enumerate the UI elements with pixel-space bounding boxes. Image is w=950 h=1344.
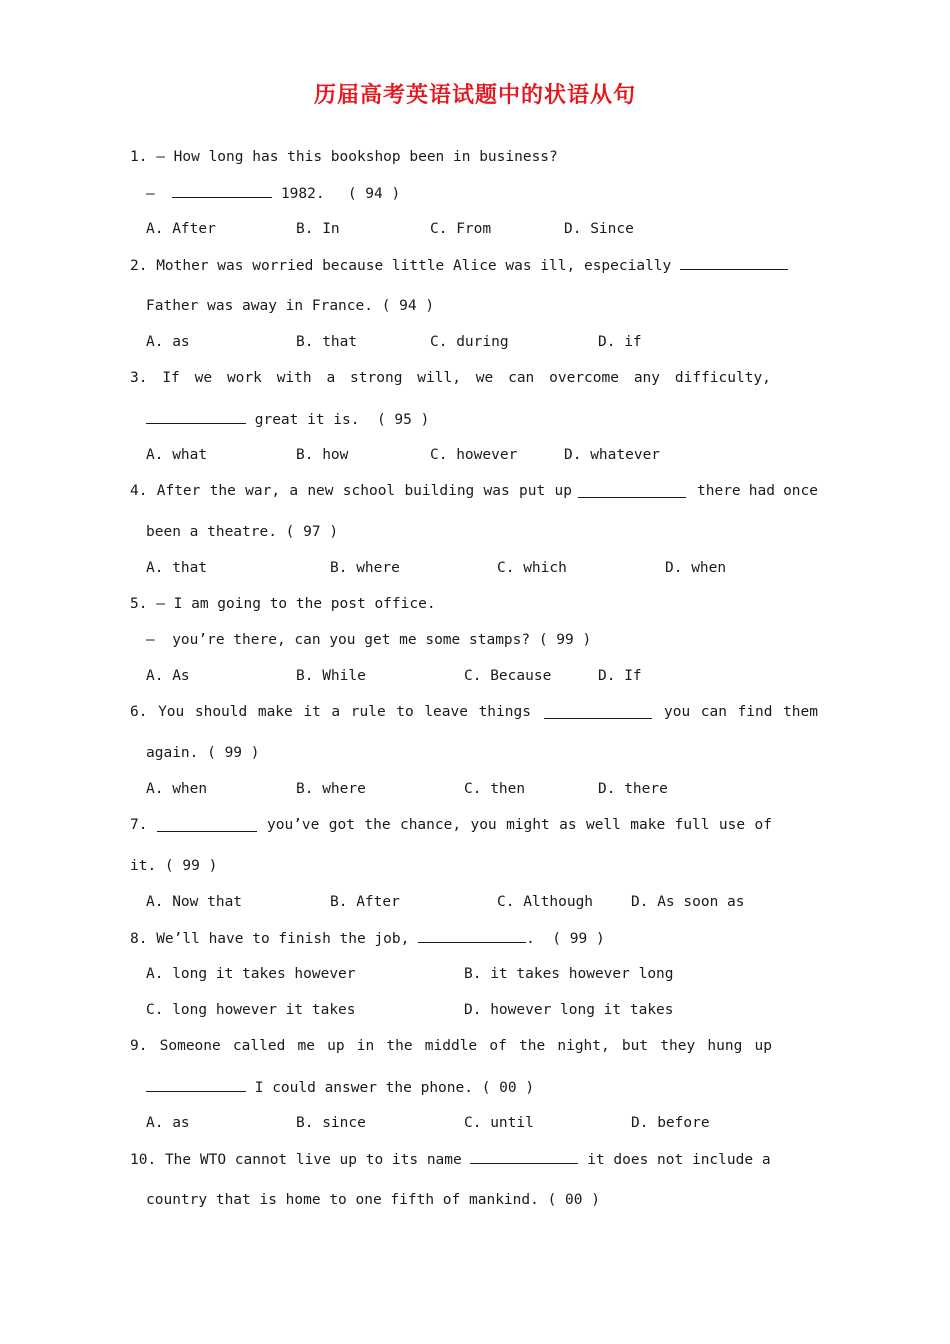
option-d: D. if — [598, 334, 642, 350]
option-d: D. If — [598, 668, 642, 684]
option-a: A. what — [146, 447, 208, 463]
option-a: A. long it takes however — [146, 966, 356, 982]
answer-blank — [680, 255, 788, 270]
option-d: D. there — [598, 781, 668, 797]
question-5-stem: 5. — I am going to the post office. — [130, 596, 436, 612]
question-2-stem: 2. Mother was worried because little Alice was ill, especially — [130, 255, 788, 276]
question-7-number: 7. — [130, 817, 148, 833]
answer-blank — [470, 1149, 578, 1164]
option-b: B. it takes however long — [464, 966, 674, 982]
option-c: C. until — [464, 1115, 534, 1131]
option-c: C. long however it takes — [146, 1002, 356, 1018]
option-b: B. where — [330, 560, 400, 576]
option-b: B. where — [296, 781, 366, 797]
option-b: B. since — [296, 1115, 366, 1131]
question-9-continuation: I could answer the phone. ( 00 ) — [146, 1077, 534, 1098]
option-c: C. during — [430, 334, 509, 350]
answer-blank — [157, 817, 257, 832]
option-c: C. however — [430, 447, 518, 463]
option-a: A. After — [146, 221, 216, 237]
option-d: D. when — [665, 560, 727, 576]
option-d: D. Since — [564, 221, 634, 237]
option-b: B. After — [330, 894, 400, 910]
option-c: C. From — [430, 221, 492, 237]
option-c: C. Because — [464, 668, 552, 684]
question-8-stem: 8. We’ll have to finish the job, . ( 99 ) — [130, 928, 605, 949]
answer-blank — [146, 1077, 246, 1092]
question-4-stem: 4. After the war, a new school building was put up — [130, 483, 572, 499]
question-2-continuation: Father was away in France. ( 94 ) — [146, 298, 435, 314]
answer-blank — [146, 409, 246, 424]
option-a: A. as — [146, 334, 190, 350]
question-5-answer-line: — you’re there, can you get me some stamps? ( 99 ) — [146, 632, 592, 648]
option-a: A. when — [146, 781, 208, 797]
question-1-stem: 1. — How long has this bookshop been in business? — [130, 149, 558, 165]
question-10-continuation: country that is home to one fifth of mankind. ( 00 ) — [146, 1192, 600, 1208]
page-title: 历届高考英语试题中的状语从句 — [313, 83, 636, 108]
question-3-continuation: great it is. ( 95 ) — [146, 409, 429, 430]
question-10-stem: 10. The WTO cannot live up to its name it does not include a — [130, 1149, 771, 1170]
question-3-stem: 3. If we work with a strong will, we can overcome any difficulty, — [130, 370, 771, 386]
option-c: C. then — [464, 781, 526, 797]
option-b: B. how — [296, 447, 349, 463]
option-c: C. which — [497, 560, 567, 576]
option-d: D. whatever — [564, 447, 661, 463]
question-4-stem-tail: there had once — [697, 483, 818, 499]
option-b: B. that — [296, 334, 358, 350]
question-7-stem: you’ve got the chance, you might as well make full use of — [267, 817, 772, 833]
question-1-answer-line: — 1982. ( 94 ) — [146, 183, 400, 204]
option-b: B. While — [296, 668, 366, 684]
answer-blank — [544, 704, 652, 719]
question-6-continuation: again. ( 99 ) — [146, 745, 260, 761]
answer-blank — [418, 928, 526, 943]
option-a: A. As — [146, 668, 190, 684]
question-4-continuation: been a theatre. ( 97 ) — [146, 524, 339, 540]
option-d: D. As soon as — [631, 894, 745, 910]
option-a: A. that — [146, 560, 208, 576]
option-c: C. Although — [497, 894, 594, 910]
option-b: B. In — [296, 221, 340, 237]
option-a: A. as — [146, 1115, 190, 1131]
answer-blank — [172, 183, 272, 198]
question-6-stem: 6. You should make it a rule to leave things — [130, 704, 531, 720]
answer-blank — [578, 483, 686, 498]
option-d: D. before — [631, 1115, 710, 1131]
option-a: A. Now that — [146, 894, 243, 910]
question-7-continuation: it. ( 99 ) — [130, 858, 218, 874]
question-6-stem-tail: you can find them — [664, 704, 818, 720]
option-d: D. however long it takes — [464, 1002, 674, 1018]
question-9-stem: 9. Someone called me up in the middle of the night, but they hung up — [130, 1038, 772, 1054]
